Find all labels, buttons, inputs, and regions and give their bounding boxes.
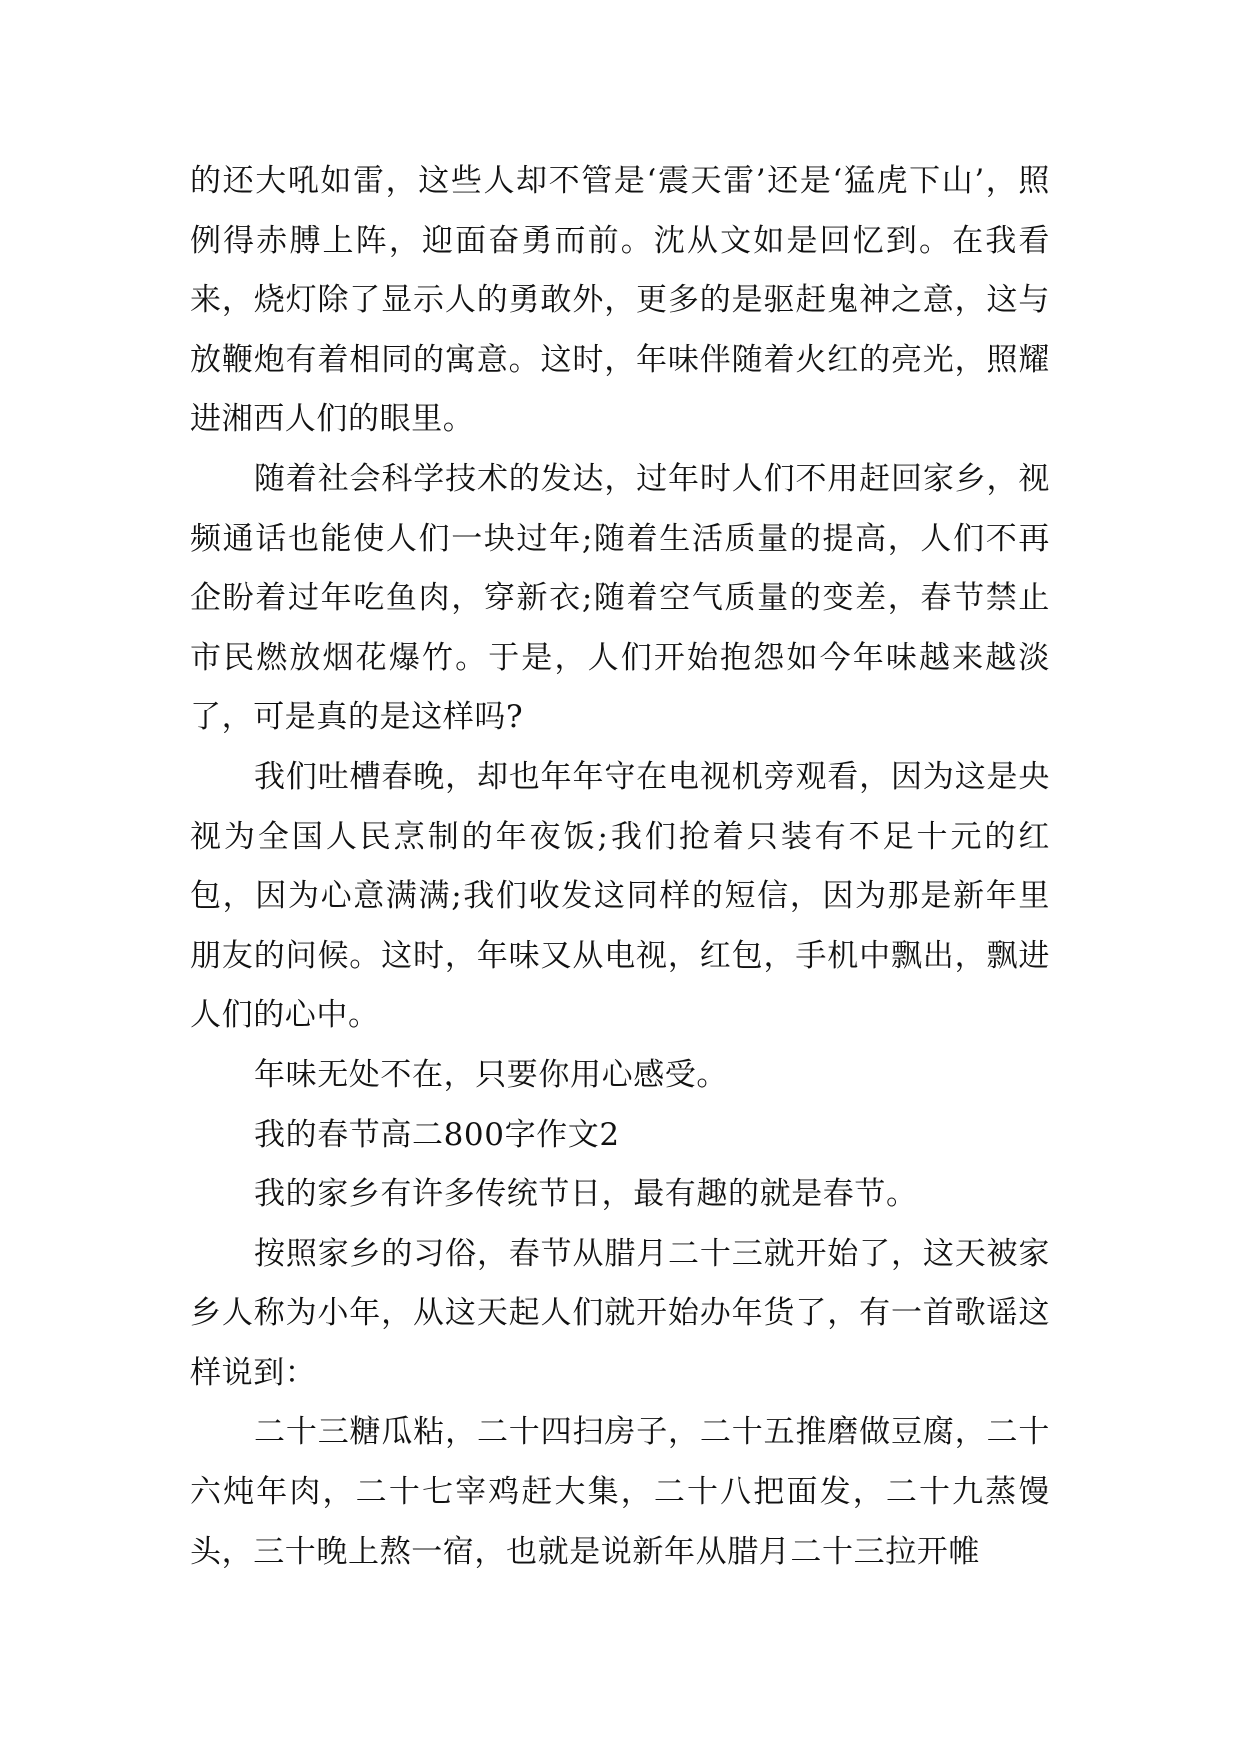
- paragraph-new-year-flavor: 年味无处不在，只要你用心感受。: [254, 1056, 728, 1093]
- paragraph-spring-gala: 我们吐槽春晚，却也年年守在电视机旁观看，因为这是央视为全国人民烹制的年夜饭;我们抢着只装有不足十元的红包，因为心意满满;我们收发这同样的短信，因为那是新年里朋友的问候。这时，年味又从电视，红包，手机中飘出，飘进人们的心中。: [190, 758, 1050, 1034]
- paragraph-hometown: 我的家乡有许多传统节日，最有趣的就是春节。: [254, 1176, 918, 1213]
- paragraph-continuation: 的还大吼如雷，这些人却不管是‘震天雷’还是‘猛虎下山’，照例得赤膊上阵，迎面奋勇而前。沈从文如是回忆到。在我看来，烧灯除了显示人的勇敢外，更多的是驱赶鬼神之意，这与放鞭炮有着相同的寓意。这时，年味伴随着火红的亮光，照耀进湘西人们的眼里。: [190, 163, 1050, 438]
- paragraph-folk-song: 二十三糖瓜粘，二十四扫房子，二十五推磨做豆腐，二十六炖年肉，二十七宰鸡赶大集，二十八把面发，二十九蒸馒头，三十晚上熬一宿，也就是说新年从腊月二十三拉开帷: [190, 1414, 1050, 1570]
- paragraph-custom: 按照家乡的习俗，春节从腊月二十三就开始了，这天被家乡人称为小年，从这天起人们就开始办年货了，有一首歌谣这样说到：: [190, 1235, 1050, 1391]
- document-body: [190, 152, 1050, 1582]
- essay-title: 我的春节高二800字作文2: [254, 1116, 620, 1153]
- paragraph-technology: 随着社会科学技术的发达，过年时人们不用赶回家乡，视频通话也能使人们一块过年;随着生活质量的提高，人们不再企盼着过年吃鱼肉，穿新衣;随着空气质量的变差，春节禁止市民燃放烟花爆竹。于是，人们开始抱怨如今年味越来越淡了，可是真的是这样吗?: [190, 460, 1050, 736]
